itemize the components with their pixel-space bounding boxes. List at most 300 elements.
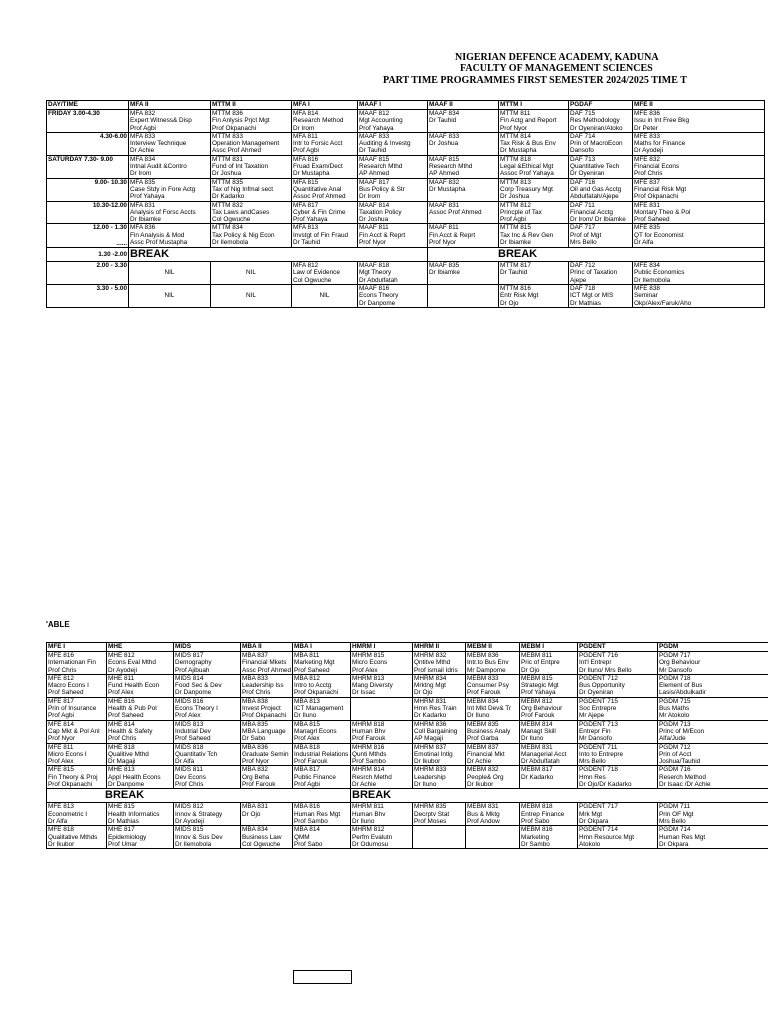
cell-line: Marketing Mgt: [294, 659, 335, 667]
course-cell: [428, 201, 499, 224]
course-cell: [293, 766, 351, 789]
cell-line: MHRM 818: [352, 720, 385, 728]
course-cell: [413, 720, 466, 743]
cell-line: Mrs Bello: [659, 817, 686, 825]
column-header: MHE: [107, 643, 174, 652]
cell-line: PGDM 711: [659, 803, 691, 811]
cell-line: Alfa/Jude: [659, 735, 686, 743]
cell-line: Fund Health Econ: [108, 682, 160, 690]
course-cell: [211, 262, 292, 285]
cell-line: Prof Nyor: [500, 124, 527, 132]
course-cell: [129, 178, 211, 201]
course-cell: [633, 132, 765, 155]
cell-line: Dr Danpome: [359, 299, 396, 307]
cell-line: Appl Health Econs: [108, 773, 161, 781]
cell-line: Prin of Insurance: [48, 705, 97, 713]
cell-line: Strategic Mgt: [521, 682, 559, 690]
cell-line: Prof Chris: [108, 735, 137, 743]
cell-line: Bus Policy & Str: [359, 185, 405, 193]
course-cell: [351, 697, 413, 720]
cell-line: Dr Achie: [130, 147, 155, 155]
cell-line: MAAF 818: [359, 262, 390, 270]
course-cell: [107, 803, 174, 826]
cell-line: ICT Management: [294, 705, 344, 713]
course-cell: [351, 766, 413, 789]
time-slot: [47, 155, 129, 178]
course-cell: [174, 720, 241, 743]
programme-title: PART TIME PROGRAMMES FIRST SEMESTER 2024/2025 TIME T: [383, 75, 687, 86]
cell-line: Dr Achie: [467, 758, 492, 766]
cell-line: Dansofo: [570, 147, 594, 155]
cell-line: Dr Ikubor: [467, 781, 494, 789]
cell-line: MEBM 817: [521, 766, 553, 774]
cell-line: Micro Econs: [352, 659, 388, 667]
cell-line: MFE 816: [48, 652, 74, 659]
cell-line: PGDM 717: [659, 652, 691, 659]
cell-line: Managrl Econs: [294, 727, 337, 735]
cell-line: MTTM 831: [212, 155, 243, 163]
cell-line: MBA 817: [294, 766, 320, 774]
cell-line: Int Mkt Dev& Tr: [467, 705, 512, 713]
column-header: MIDS: [174, 643, 241, 652]
cell-line: Prof Alex: [294, 735, 320, 743]
course-cell: [428, 155, 499, 178]
cell-line: Maths for Finance: [634, 140, 686, 148]
course-cell: [569, 262, 633, 285]
cell-line: MBA 834: [242, 826, 268, 834]
course-cell: [351, 803, 413, 826]
cell-line: PGDM 713: [659, 720, 691, 728]
course-cell: [107, 720, 174, 743]
cell-line: Dr Sabo: [242, 735, 266, 743]
cell-line: Financial Risk Mgt: [634, 185, 687, 193]
cell-line: Dr Ojo: [242, 810, 261, 818]
cell-line: MAAF 811: [429, 224, 459, 232]
cell-line: Financial Mkt: [467, 750, 505, 758]
cell-line: Abdulfatah/Ajepe: [570, 193, 619, 201]
cell-line: MAAF 831: [429, 201, 460, 209]
cell-line: Dr Alfa: [48, 817, 68, 825]
cell-line: MFE 817: [48, 697, 74, 705]
cell-line: Indutrial Dev: [175, 727, 211, 735]
course-cell: [633, 262, 765, 285]
cell-line: MAAF 833: [429, 132, 460, 140]
cell-line: Mr Dansofo: [579, 735, 613, 743]
course-cell: [499, 201, 569, 224]
cell-line: Coll Bargaining: [414, 727, 458, 735]
cell-line: Emotinal Intlg: [414, 750, 453, 758]
cell-line: MHRM 832: [414, 652, 447, 659]
time-slot: [47, 132, 129, 155]
cell-line: Dr Ikubor: [48, 840, 75, 848]
cell-line: Prin OF Mgt: [659, 810, 694, 818]
column-header: MBA II: [241, 643, 293, 652]
cell-line: Intnal Audit &Contro: [130, 163, 187, 171]
course-cell: [466, 720, 520, 743]
cell-line: MIDS 818: [175, 743, 204, 751]
column-header: MFA I: [292, 101, 358, 110]
cell-line: Dr Oyeniran: [579, 689, 614, 697]
cell-line: MHRM 833: [414, 766, 447, 774]
cell-line: Prof Agbi: [293, 147, 319, 155]
cell-line: Intr to Forsic Acct: [293, 140, 343, 148]
cell-line: MHE 815: [108, 803, 135, 811]
course-cell: [47, 674, 107, 697]
cell-line: Tax of Nig Infmal sect: [212, 185, 274, 193]
cell-line: Prof Alex: [108, 689, 134, 697]
course-cell: [174, 743, 241, 766]
course-cell: [658, 652, 768, 675]
cell-line: Dr Ilemobola: [212, 239, 249, 247]
cell-line: Fruad Exam/Dect: [293, 163, 343, 171]
cell-line: DAF 716: [570, 178, 596, 186]
cell-line: MTTM 815: [500, 224, 531, 232]
cell-line: Fin Analysis & Mod: [130, 231, 185, 239]
cell-line: MBA 836: [242, 743, 268, 751]
cell-line: Dr Tauhid: [293, 239, 321, 247]
cell-line: Qualitative Mthds: [48, 833, 98, 841]
course-cell: [358, 155, 428, 178]
cell-line: Dr Irom: [130, 170, 152, 178]
course-cell: [292, 284, 358, 307]
cell-line: Mrktng Mgt: [414, 682, 446, 690]
cell-line: Invest Project: [242, 705, 281, 713]
cell-line: MHRM 812: [352, 826, 385, 834]
cell-line: Dr Joshua: [359, 216, 389, 224]
course-cell: [241, 697, 293, 720]
cell-line: MEBM 815: [521, 674, 553, 682]
cell-line: MFA 817: [293, 201, 319, 209]
cell-line: Dr Iluno: [352, 817, 375, 825]
time-slot: [47, 201, 129, 224]
cell-line: Dr Tauhid: [359, 147, 387, 155]
course-cell: [413, 826, 466, 849]
cell-line: Quantitative Anal: [293, 185, 342, 193]
cell-line: Human Res Mgt: [294, 810, 341, 818]
cell-line: PGDM 716: [659, 766, 691, 774]
cell-line: Prof Alex: [352, 666, 378, 674]
course-cell: [466, 826, 520, 849]
course-cell: [292, 132, 358, 155]
cell-line: Reserch Method: [659, 773, 706, 781]
column-header: MEBM I: [520, 643, 578, 652]
cell-line: Graduate Semin: [242, 750, 289, 758]
column-header: MFA II: [129, 101, 211, 110]
cell-line: Prof Sabo: [521, 817, 550, 825]
course-cell: [129, 155, 211, 178]
cell-line: Prof Saheed: [175, 735, 211, 743]
course-cell: [211, 201, 292, 224]
cell-line: Princple of Tax: [500, 208, 542, 216]
time-slot: [47, 178, 129, 201]
course-cell: [499, 155, 569, 178]
cell-line: Decrptv Stat: [414, 810, 450, 818]
course-cell: [107, 743, 174, 766]
course-cell: [633, 284, 765, 307]
cell-line: MFE 818: [48, 826, 74, 834]
course-cell: [658, 697, 768, 720]
cell-line: MEBM 816: [521, 826, 553, 834]
cell-line: Dr Irom/ Dr Ibiamke: [570, 216, 626, 224]
continuation-label: 'ABLE: [46, 620, 70, 629]
course-cell: [633, 155, 765, 178]
cell-line: MBA 837: [242, 652, 268, 659]
course-cell: [107, 826, 174, 849]
cell-line: Col Ogwuche: [212, 216, 251, 224]
cell-line: Dr Tauhid: [500, 269, 528, 277]
course-cell: [351, 720, 413, 743]
time-slot: [47, 262, 129, 285]
cell-line: DAF 715: [570, 110, 596, 117]
cell-line: Prof Nyor: [242, 758, 269, 766]
cell-line: Col Ogwuche: [242, 840, 281, 848]
cell-line: MHE 816: [108, 697, 135, 705]
course-cell: [658, 720, 768, 743]
cell-line: Dr Oyeniran/Atoko: [570, 124, 623, 132]
cell-line: MBA 833: [242, 674, 268, 682]
column-header: HMRM I: [351, 643, 413, 652]
cell-line: Health & Pub Pol: [108, 705, 157, 713]
cell-line: Dr Ayodeji: [634, 147, 664, 155]
course-cell: [241, 674, 293, 697]
course-cell: [211, 110, 292, 133]
cell-line: Mgt Accounting: [359, 117, 403, 125]
cell-line: MTTM 816: [500, 284, 531, 292]
cell-line: MTTM 812: [500, 201, 531, 209]
cell-line: Dr Danpome: [175, 689, 212, 697]
cell-line: Business Law: [242, 833, 282, 841]
cell-line: Qualitive Mthd: [108, 750, 149, 758]
cell-line: Dr Mathias: [570, 299, 601, 307]
cell-line: MFE 836: [634, 110, 660, 117]
course-cell: [292, 224, 358, 248]
cell-line: Prof Saheed: [294, 666, 330, 674]
cell-line: MTTM 817: [500, 262, 531, 270]
cell-line: Dr Joshua: [429, 140, 459, 148]
course-cell: [658, 826, 768, 849]
cell-line: Tax Inc & Rev Gen: [500, 231, 554, 239]
cell-line: MAAF 817: [359, 178, 390, 186]
cell-line: Perfm Evalutn: [352, 833, 393, 841]
column-header: DAY/TIME: [47, 101, 129, 110]
course-cell: [351, 743, 413, 766]
cell-line: MEBM 831: [521, 743, 553, 751]
cell-line: PGDM 712: [659, 743, 691, 751]
cell-line: Prof Yahaya: [130, 193, 165, 201]
cell-line: MEBM 835: [467, 720, 499, 728]
course-cell: [47, 720, 107, 743]
course-cell: [241, 766, 293, 789]
cell-line: MAAF 816: [359, 284, 390, 292]
cell-line: MBA 815: [294, 720, 320, 728]
cell-line: Econometric I: [48, 810, 88, 818]
break-label: BREAK: [47, 789, 351, 803]
course-cell: [174, 826, 241, 849]
cell-line: Mr Dampome: [467, 666, 506, 674]
course-cell: [520, 720, 578, 743]
cell-line: Hmn Resource Mgt: [579, 833, 635, 841]
cell-line: MHRM 813: [352, 674, 385, 682]
course-cell: [578, 803, 658, 826]
cell-line: MFA 831: [130, 201, 156, 209]
cell-line: Assc Prof Ahmed: [242, 666, 291, 674]
cell-line: Econs Theory I: [175, 705, 218, 713]
course-cell: [633, 110, 765, 133]
cell-line: Mr Dansofo: [659, 666, 693, 674]
cell-line: MFE 813: [48, 803, 74, 811]
cell-line: MFA 833: [130, 132, 156, 140]
cell-line: Intro to Acctg: [294, 682, 332, 690]
course-cell: [569, 110, 633, 133]
course-cell: [428, 178, 499, 201]
time-label: 12.00 - 1.30: [92, 224, 127, 232]
cell-line: Prof Okpanachi: [242, 712, 287, 720]
nil-label: NIL: [246, 292, 256, 300]
cell-line: Mr Atokolo: [659, 712, 690, 720]
cell-line: MEBM 834: [467, 697, 499, 705]
cell-line: Law of Evidence: [293, 269, 340, 277]
cell-line: Dr Joshua: [500, 193, 530, 201]
break-time: 1.30 -2.00: [47, 248, 129, 262]
cell-line: Innov & Strategy: [175, 810, 223, 818]
cell-line: MHRM 835: [414, 803, 447, 811]
course-cell: [658, 743, 768, 766]
course-cell: [428, 110, 499, 133]
course-cell: [520, 697, 578, 720]
cell-line: Leadership Iss: [242, 682, 284, 690]
course-cell: [658, 803, 768, 826]
cell-line: Entrepr Fin: [579, 727, 611, 735]
cell-line: Dr Abdulfatah: [359, 276, 398, 284]
cell-line: Prof Alex: [175, 712, 201, 720]
cell-line: MBA 813: [294, 697, 320, 705]
course-cell: [413, 674, 466, 697]
column-header: MFE I: [47, 643, 107, 652]
column-header: MAAF I: [358, 101, 428, 110]
cell-line: Dr Odumosu: [352, 840, 389, 848]
cell-line: MBA 816: [294, 803, 320, 811]
course-cell: [174, 674, 241, 697]
cell-line: MHRM 816: [352, 743, 385, 751]
cell-line: MTTM 814: [500, 132, 531, 140]
cell-line: MTTM 813: [500, 178, 531, 186]
cell-line: MFE 835: [634, 224, 660, 232]
cell-line: Dr Mustapha: [293, 170, 330, 178]
cell-line: DAF 717: [570, 224, 596, 232]
cell-line: Dr Mathias: [108, 817, 139, 825]
column-header: MBA I: [293, 643, 351, 652]
column-header: MEBM II: [466, 643, 520, 652]
cell-line: Human Bhv: [352, 727, 386, 735]
cell-line: MFA 835: [130, 178, 156, 186]
cell-line: MHE 813: [108, 766, 135, 774]
course-cell: [174, 697, 241, 720]
course-cell: [107, 697, 174, 720]
cell-line: Princ of Taxation: [570, 269, 618, 277]
course-cell: [413, 766, 466, 789]
cell-line: QT for Economist: [634, 231, 684, 239]
cell-line: Health & Safety: [108, 727, 153, 735]
cell-line: Ajepe: [570, 276, 587, 284]
cell-line: Prof Nyor: [429, 239, 456, 247]
cell-line: Fin Acct & Reprt: [359, 231, 406, 239]
cell-line: Research Mthd: [359, 163, 403, 171]
cell-line: Corp Treasury Mgt: [500, 185, 553, 193]
course-cell: [358, 110, 428, 133]
cell-line: Managt Skill: [521, 727, 556, 735]
cell-line: Dr Irom: [359, 193, 381, 201]
cell-line: Tax Policy & Nig Econ: [212, 231, 275, 239]
cell-line: Int'l Entrepr: [579, 659, 612, 667]
cell-line: Assc Prof Ahmed: [212, 147, 262, 155]
cell-line: ICT Mgt or MIS: [570, 292, 614, 300]
cell-line: Joshua/Tauhid: [659, 758, 701, 766]
cell-line: Dr Isaac /Dr Achie: [659, 781, 711, 789]
cell-line: MTTM 811: [500, 110, 531, 117]
cell-line: MTTM 818: [500, 155, 531, 163]
time-slot: [47, 110, 129, 133]
course-cell: [413, 803, 466, 826]
cell-line: MHE 818: [108, 743, 135, 751]
cell-line: Dr Ojo/Dr Kadarko: [579, 781, 632, 789]
time-extra: ......: [116, 239, 127, 247]
cell-line: Org Behaviour: [659, 659, 701, 667]
cell-line: Research Mthd: [429, 163, 473, 171]
cell-line: Dr Issac: [352, 689, 376, 697]
course-cell: [578, 766, 658, 789]
cell-line: Dr Sambo: [521, 840, 550, 848]
cell-line: Col Ogwuche: [293, 276, 332, 284]
cell-line: AP Magaji: [414, 735, 444, 743]
cell-line: Tax Risk & Bus Env: [500, 140, 556, 148]
cell-line: Issu in Int Free Bkg: [634, 117, 690, 125]
cell-line: Entr Risk Mgt: [500, 292, 539, 300]
cell-line: MHE 817: [108, 826, 135, 834]
nil-label: NIL: [246, 269, 256, 277]
cell-line: Dr Tauhid: [429, 117, 457, 125]
cell-line: Prof Sambo: [294, 817, 328, 825]
course-cell: [47, 743, 107, 766]
cell-line: MFE 814: [48, 720, 74, 728]
cell-line: Okp/Alex/Faruk/Aho: [634, 299, 692, 307]
cell-line: QMM: [294, 833, 310, 841]
cell-line: MTTM 832: [212, 201, 243, 209]
column-header: PGDENT: [578, 643, 658, 652]
cell-line: AP Ahmed: [429, 170, 460, 178]
course-cell: [292, 155, 358, 178]
course-cell: [358, 284, 428, 307]
course-cell: [520, 674, 578, 697]
time-label: 4.30-6.00: [99, 132, 127, 140]
cell-line: Bus Maths: [659, 705, 690, 713]
cell-line: MAAF 812: [359, 110, 390, 117]
cell-line: People& Org: [467, 773, 504, 781]
cell-line: Prof Saheed: [634, 216, 670, 224]
course-cell: [293, 743, 351, 766]
cell-line: Human Res Mgt: [659, 833, 706, 841]
course-cell: [413, 743, 466, 766]
cell-line: Epidemiology: [108, 833, 147, 841]
time-slot: [47, 284, 129, 307]
course-cell: [293, 652, 351, 675]
cell-line: Prof Chris: [48, 666, 77, 674]
cell-line: MTTM 835: [212, 178, 243, 186]
cell-line: Prof Sabo: [294, 840, 323, 848]
cell-line: MHRM 834: [414, 674, 447, 682]
cell-line: Dr Kadarko: [414, 712, 447, 720]
cell-line: MEBM 814: [521, 720, 553, 728]
break-label: BREAK: [351, 789, 768, 803]
